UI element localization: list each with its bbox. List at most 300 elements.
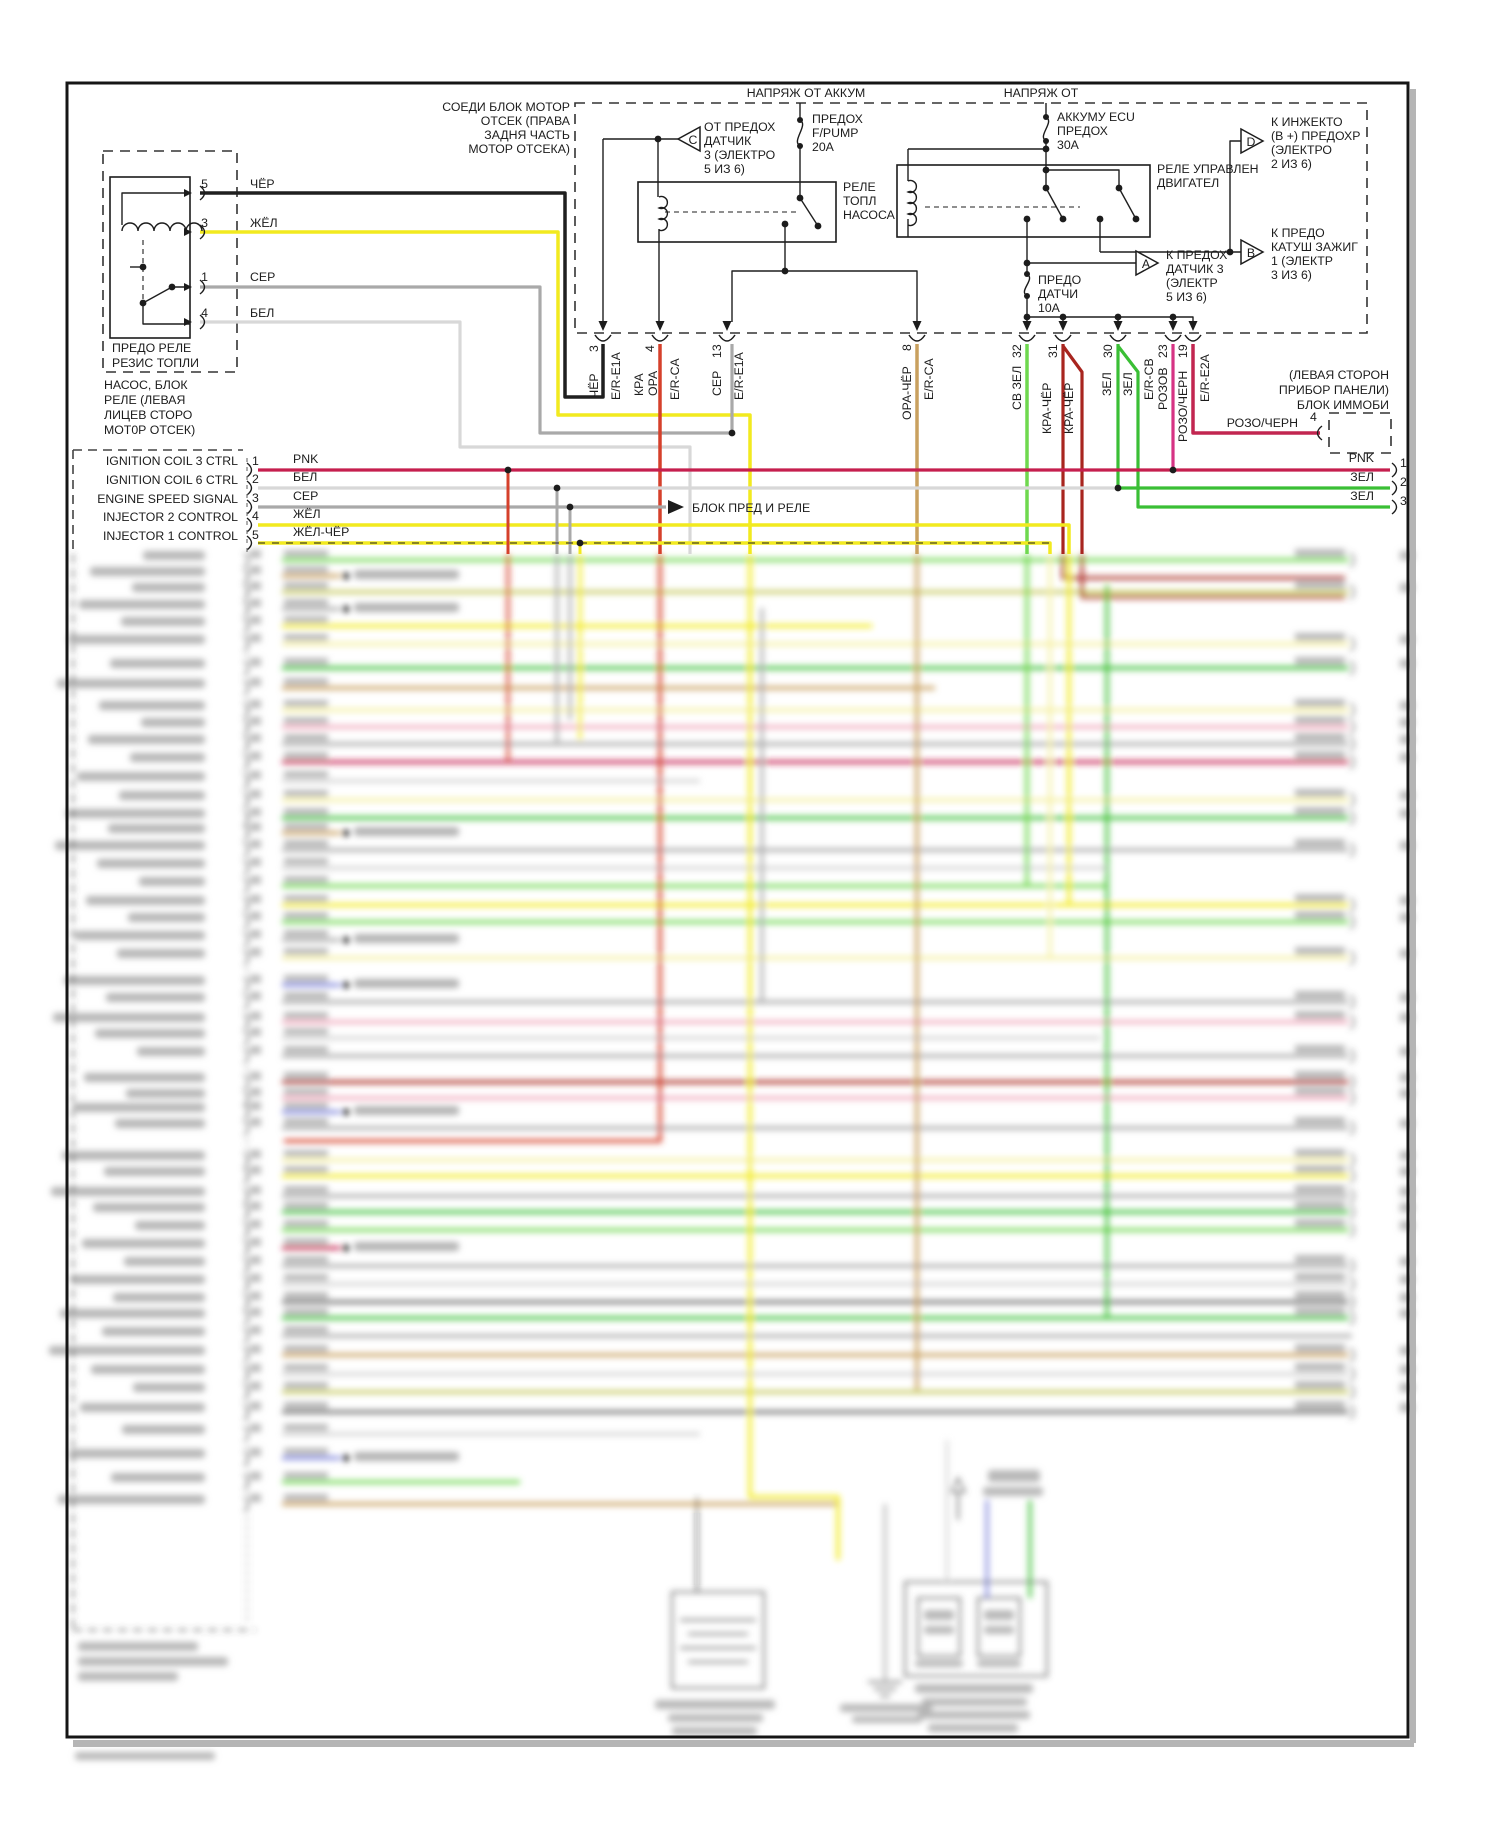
label: КАТУШ ЗАЖИГ xyxy=(1271,240,1358,254)
label: ЗЕЛ xyxy=(1350,470,1374,484)
diagram-shape xyxy=(244,1205,249,1219)
diagram-shape xyxy=(1350,1405,1354,1419)
drop-arrow xyxy=(723,321,732,331)
blurred-pin xyxy=(250,1072,261,1080)
wire xyxy=(284,554,660,1141)
blurred-pin xyxy=(250,717,261,725)
blurred-wire-label xyxy=(284,582,328,589)
drop-arrow xyxy=(656,321,665,331)
label: КРА xyxy=(632,373,646,396)
blurred-text xyxy=(984,1610,1014,1620)
diagram-shape xyxy=(1350,755,1354,769)
label: СВ ЗЕЛ xyxy=(1010,365,1024,410)
immobilizer-box xyxy=(1329,413,1391,453)
label: СЕР xyxy=(293,489,319,503)
diagram-shape xyxy=(244,1451,249,1465)
diagram-shape xyxy=(1295,633,1345,641)
blurred-wire-label xyxy=(284,895,328,902)
diagram-shape xyxy=(244,1405,249,1419)
label: КРА-ЧЁР xyxy=(1040,382,1054,434)
blurred-wire-label xyxy=(284,616,328,623)
blurred-text xyxy=(915,1684,1033,1693)
blurred-wire-label xyxy=(284,1202,328,1209)
blurred-text xyxy=(68,635,205,644)
blurred-text xyxy=(128,913,205,922)
blurred-text xyxy=(111,1473,205,1482)
label: 3 xyxy=(252,491,259,505)
label: РЕЗИС ТОПЛИ xyxy=(112,356,199,370)
diagram-shape xyxy=(244,1497,249,1511)
label: ДАТЧИ xyxy=(1038,287,1079,301)
diagram-shape xyxy=(1295,1045,1345,1053)
label: МОТОР ОТСЕКА) xyxy=(468,142,570,156)
diagram-shape xyxy=(244,1427,249,1441)
wire xyxy=(1119,188,1136,219)
blurred-text xyxy=(135,1221,205,1230)
blurred-text xyxy=(354,1452,459,1461)
wire-ser xyxy=(200,287,732,433)
blurred-pin xyxy=(250,634,261,642)
drop-arrow xyxy=(1169,321,1178,331)
diagram-shape xyxy=(1295,657,1345,665)
label: ПРЕДО xyxy=(1038,273,1082,287)
label: СОЕДИ БЛОК МОТОР xyxy=(442,100,570,114)
diagram-shape xyxy=(1350,1205,1354,1219)
diagram-shape xyxy=(1350,1277,1354,1291)
diagram-shape xyxy=(1350,1311,1354,1325)
diagram-shape xyxy=(244,951,249,965)
wire xyxy=(732,271,785,322)
label: НАПРЯЖ ОТ АККУМ xyxy=(746,86,866,100)
label: БЕЛ xyxy=(250,306,275,320)
diagram-shape xyxy=(1295,581,1345,589)
blurred-text xyxy=(132,583,205,592)
diagram-shape xyxy=(244,553,249,567)
diagram-shape xyxy=(342,1244,349,1251)
label: ОРА xyxy=(646,370,660,396)
junction-dot xyxy=(782,268,789,275)
blurred-wire-label xyxy=(284,1292,328,1299)
diagram-shape xyxy=(1295,1344,1345,1352)
label: INJECTOR 1 CONTROL xyxy=(102,529,238,543)
blurred-pin xyxy=(250,858,261,866)
pin-arrow xyxy=(184,228,192,236)
junction-dot xyxy=(577,540,584,547)
drop-arrow xyxy=(1059,321,1068,331)
blurred-text xyxy=(79,600,205,609)
diagram-shape xyxy=(1350,1169,1354,1183)
blurred-pin xyxy=(250,582,261,590)
label: F/PUMP xyxy=(812,126,859,140)
blurred-wire-label xyxy=(284,1308,328,1315)
blurred-wire-label xyxy=(284,658,328,665)
diagram-shape xyxy=(342,572,349,579)
blurred-wire-label xyxy=(284,876,328,883)
junction-dot xyxy=(1060,216,1067,223)
blurred-pin xyxy=(250,876,261,884)
connector-cup xyxy=(719,335,735,341)
diagram-shape xyxy=(1350,1121,1354,1135)
blurred-text xyxy=(53,1013,205,1022)
label: ДАТЧИК xyxy=(704,134,752,148)
junction-dot xyxy=(1170,467,1177,474)
engine-control-relay-box xyxy=(897,165,1150,237)
junction-dot xyxy=(554,485,561,492)
junction-dot xyxy=(782,221,789,228)
blurred-pin xyxy=(250,895,261,903)
diagram-shape xyxy=(1295,789,1345,797)
blurred-pin xyxy=(250,1202,261,1210)
diagram-shape xyxy=(1350,737,1354,751)
diagram-shape xyxy=(244,1015,249,1029)
label: B xyxy=(1246,246,1256,260)
label: C xyxy=(688,133,698,147)
blurred-text xyxy=(82,1239,205,1248)
label: 20А xyxy=(812,140,834,154)
blurred-pin xyxy=(250,1256,261,1264)
label: ЗЕЛ xyxy=(1350,489,1374,503)
blurred-pin xyxy=(250,930,261,938)
blurred-wire-label xyxy=(284,1472,328,1479)
drop-arrow xyxy=(1023,321,1032,331)
label: БЕЛ xyxy=(293,470,318,484)
blurred-wire-label xyxy=(284,930,328,937)
diagram-shape xyxy=(244,1311,249,1325)
label: E/R-CB xyxy=(1142,358,1156,400)
diagram-shape xyxy=(1350,1223,1354,1237)
blurred-wire-label xyxy=(284,992,328,999)
blurred-text xyxy=(93,1203,205,1212)
blurred-text xyxy=(117,949,205,958)
label: ОТСЕК (ПРАВА xyxy=(480,114,570,128)
label: РОЗОВ xyxy=(1156,367,1170,410)
blurred-pin xyxy=(250,948,261,956)
label: РЕЛЕ УПРАВЛЕН xyxy=(1157,162,1259,176)
diagram-shape xyxy=(244,1031,249,1045)
blurred-text xyxy=(62,1151,205,1160)
blurred-wire-label xyxy=(284,790,328,797)
connector-pin-arc xyxy=(1392,481,1397,495)
blurred-text xyxy=(78,1672,178,1681)
blurred-wire-label xyxy=(284,1118,328,1125)
connector-pin-arc xyxy=(1392,500,1397,514)
diagram-shape xyxy=(244,661,249,675)
blurred-text xyxy=(64,976,205,985)
label: 8 xyxy=(900,344,914,351)
junction-dot xyxy=(1024,314,1031,321)
label: МОТ0Р ОТСЕК) xyxy=(104,423,196,437)
blurred-pin xyxy=(250,771,261,779)
diagram-shape xyxy=(244,774,249,788)
label: INJECTOR 2 CONTROL xyxy=(102,510,238,524)
diagram-shape xyxy=(1295,807,1345,815)
diagram-shape xyxy=(1295,699,1345,707)
blurred-pin xyxy=(250,616,261,624)
blurred-wire-label xyxy=(284,1012,328,1019)
blurred-text xyxy=(655,1700,775,1709)
diagram-shape xyxy=(1295,1201,1345,1209)
blurred-text xyxy=(121,617,205,626)
blurred-wire-label xyxy=(284,1345,328,1352)
blurred-wire-label xyxy=(284,1046,328,1053)
blurred-wire-label xyxy=(284,1256,328,1263)
blurred-text xyxy=(126,1089,205,1098)
blurred-text xyxy=(840,1704,932,1712)
label: 19 xyxy=(1176,344,1190,358)
connector-pin-arc xyxy=(247,463,252,477)
diagram-shape xyxy=(1295,751,1345,759)
blurred-text xyxy=(354,1106,459,1115)
diagram-shape xyxy=(1295,1363,1345,1371)
label: E/R-E1A xyxy=(609,352,623,400)
blurred-text xyxy=(988,1470,1040,1482)
label: 3 xyxy=(1400,494,1407,508)
label: НАСОСА xyxy=(843,208,895,222)
label: ПРИБОР ПАНЕЛИ) xyxy=(1278,383,1389,397)
diagram-shape xyxy=(244,1223,249,1237)
fuse-sensors-10a xyxy=(1024,274,1029,296)
junction-dot xyxy=(1060,314,1067,321)
blurred-pin xyxy=(250,1012,261,1020)
blurred-text xyxy=(852,1716,922,1723)
diagram-shape xyxy=(342,981,349,988)
wire-zhel-cher-inj1 xyxy=(258,543,1050,554)
diagram-shape xyxy=(244,703,249,717)
junction-dot xyxy=(729,430,736,437)
diagram-shape xyxy=(1295,1071,1345,1079)
blurred-pin xyxy=(250,700,261,708)
blurred-wire-label xyxy=(284,1274,328,1281)
blurred-text xyxy=(122,1425,205,1434)
blurred-text xyxy=(354,603,459,612)
diagram-shape xyxy=(1350,951,1354,965)
label: ДВИГАТЕЛ xyxy=(1157,176,1220,190)
label: РОЗО/ЧЕРН xyxy=(1176,370,1190,442)
blurred-text xyxy=(75,931,205,940)
blurred-text xyxy=(922,1698,1027,1706)
blurred-text xyxy=(110,659,205,668)
label: К ИНЖЕКТО xyxy=(1271,115,1343,129)
wire xyxy=(785,271,917,322)
blurred-text xyxy=(66,809,205,818)
diagram-shape xyxy=(1295,1219,1345,1227)
diagram-shape xyxy=(244,811,249,825)
blurred-wire-label xyxy=(284,550,328,557)
frame-shadow-right xyxy=(1410,89,1416,1743)
blurred-text xyxy=(88,735,205,744)
label: БЛОК ИММОБИ xyxy=(1296,398,1389,412)
junction-dot xyxy=(140,300,147,307)
wire-kra-cher-2 xyxy=(1063,346,1082,554)
label: 13 xyxy=(710,344,724,358)
diagram-shape xyxy=(1295,1165,1345,1173)
blurred-wire-label xyxy=(284,1448,328,1455)
blurred-component xyxy=(672,1592,764,1688)
label: D xyxy=(1246,135,1256,149)
label: 4 xyxy=(1310,410,1317,424)
wire xyxy=(800,198,818,226)
blurred-text xyxy=(915,1660,963,1667)
diagram-shape xyxy=(1350,843,1354,857)
diagram-shape xyxy=(244,1105,249,1119)
diagram-shape xyxy=(1350,1348,1354,1362)
blurred-pin xyxy=(250,840,261,848)
blurred-wire-label xyxy=(284,1028,328,1035)
connector-pin-arc xyxy=(1392,463,1397,477)
blurred-text xyxy=(71,1275,205,1284)
drop-arrow xyxy=(1114,321,1123,331)
label: IGNITION COIL 3 CTRL xyxy=(105,454,238,468)
label: ЧЁР xyxy=(250,177,275,191)
frame-shadow-bottom xyxy=(73,1740,1414,1747)
blurred-text xyxy=(668,1714,763,1722)
diagram-shape xyxy=(244,1121,249,1135)
blurred-text xyxy=(73,1103,205,1112)
blurred-text xyxy=(78,1642,198,1651)
blurred-text xyxy=(80,1403,205,1412)
diagram-shape xyxy=(244,585,249,599)
sharp-upper-section xyxy=(67,83,1416,1747)
label: КРА-ЧЁР xyxy=(1062,382,1076,434)
blurred-pin xyxy=(250,1382,261,1390)
label: СЕР xyxy=(710,370,724,396)
connector-pin-arc xyxy=(247,536,252,550)
blurred-pin xyxy=(250,752,261,760)
diagram-shape xyxy=(244,1277,249,1291)
diagram-shape xyxy=(244,995,249,1009)
blurred-text xyxy=(84,1073,205,1082)
blurred-wire-label xyxy=(284,840,328,847)
blurred-wire-label xyxy=(284,700,328,707)
diagram-shape xyxy=(1295,1087,1345,1095)
diagram-shape xyxy=(1295,549,1345,557)
blurred-text xyxy=(984,1626,1014,1634)
blurred-text xyxy=(58,1495,205,1504)
diagram-shape xyxy=(244,720,249,734)
label: 4 xyxy=(201,306,208,320)
label: 30 xyxy=(1101,344,1115,358)
blurred-text xyxy=(91,1365,205,1374)
label: E/R-CA xyxy=(922,358,936,400)
blurred-pin xyxy=(250,1345,261,1353)
diagram-shape xyxy=(1295,894,1345,902)
blurred-wire-label xyxy=(284,948,328,955)
blurred-text xyxy=(137,1047,205,1056)
diagram-shape xyxy=(1350,553,1354,567)
engine-control-relay-coil xyxy=(908,181,916,226)
diagram-shape xyxy=(244,569,249,583)
label: ЧЁР xyxy=(587,373,601,398)
diagram-shape xyxy=(1350,995,1354,1009)
diagram-shape xyxy=(1295,1307,1345,1315)
diagram-shape xyxy=(1350,811,1354,825)
label: 5 xyxy=(201,177,208,191)
junction-dot xyxy=(1043,146,1050,153)
diagram-shape xyxy=(244,602,249,616)
wire xyxy=(1046,170,1119,188)
label: E/R-E1A xyxy=(732,352,746,400)
blurred-pin xyxy=(250,599,261,607)
blurred-pin xyxy=(250,1308,261,1316)
diagram-shape xyxy=(244,861,249,875)
blurred-text xyxy=(130,753,205,762)
connector-pin-arc xyxy=(247,481,252,495)
blurred-pin xyxy=(250,808,261,816)
label: К ПРЕДО xyxy=(1271,226,1325,240)
label: ПРЕДО РЕЛЕ xyxy=(112,341,192,355)
blurred-pin xyxy=(250,1238,261,1246)
junction-dot xyxy=(1024,260,1031,267)
diagram-shape xyxy=(1350,1153,1354,1167)
connector-cup xyxy=(909,335,925,341)
blurred-text xyxy=(106,993,205,1002)
diagram-shape xyxy=(244,737,249,751)
diagram-shape xyxy=(244,915,249,929)
connector-cup xyxy=(1165,335,1181,341)
label: ТОПЛ xyxy=(843,194,877,208)
label: ОТ ПРЕДОХ xyxy=(704,120,776,134)
label: 5 ИЗ 6) xyxy=(1166,290,1207,304)
diagram-shape xyxy=(244,1241,249,1255)
blurred-wire-label xyxy=(284,1150,328,1157)
label: 3 ИЗ 6) xyxy=(1271,268,1312,282)
blurred-pin xyxy=(250,1046,261,1054)
blurred-pin xyxy=(250,1326,261,1334)
blurred-wire-label xyxy=(284,823,328,830)
diagram-shape xyxy=(1350,915,1354,929)
diagram-shape xyxy=(244,1169,249,1183)
blurred-text xyxy=(124,1257,205,1266)
diagram-shape xyxy=(1350,1049,1354,1063)
diagram-shape xyxy=(1295,839,1345,847)
pin-arrow xyxy=(184,318,192,326)
blurred-text xyxy=(141,718,205,727)
diagram-shape xyxy=(1295,716,1345,724)
diagram-shape xyxy=(1350,1385,1354,1399)
blurred-pin xyxy=(250,1028,261,1036)
blurred-text xyxy=(108,824,205,833)
diagram-shape xyxy=(342,1108,349,1115)
junction-dot xyxy=(1024,216,1031,223)
label: ENGINE SPEED SIGNAL xyxy=(97,492,238,506)
blurred-wire-label xyxy=(284,678,328,685)
junction-dot xyxy=(1115,314,1122,321)
connector-pin-arc xyxy=(247,500,252,514)
blurred-lower-section xyxy=(49,549,1414,1760)
diagram-shape xyxy=(1295,1255,1345,1263)
diagram-shape xyxy=(1295,911,1345,919)
blurred-pin xyxy=(250,912,261,920)
diagram-shape xyxy=(244,933,249,947)
diagram-shape xyxy=(244,843,249,857)
drop-arrow xyxy=(1189,321,1198,331)
blurred-text xyxy=(78,1657,228,1666)
blurred-pin xyxy=(250,1402,261,1410)
pin-arrow xyxy=(184,189,192,197)
blurred-text xyxy=(928,1724,1018,1732)
diagram-shape xyxy=(342,829,349,836)
label: 3 (ЭЛЕКТРО xyxy=(704,148,776,162)
junction-dot xyxy=(1227,249,1234,256)
diagram-shape xyxy=(342,1454,349,1461)
label: 31 xyxy=(1046,344,1060,358)
diagram-shape xyxy=(951,1478,965,1492)
diagram-shape xyxy=(1295,1401,1345,1409)
blurred-text xyxy=(918,1711,1030,1719)
blurred-pin xyxy=(250,1292,261,1300)
blurred-wire-label xyxy=(284,566,328,573)
label: ПРЕДОХ xyxy=(812,112,863,126)
